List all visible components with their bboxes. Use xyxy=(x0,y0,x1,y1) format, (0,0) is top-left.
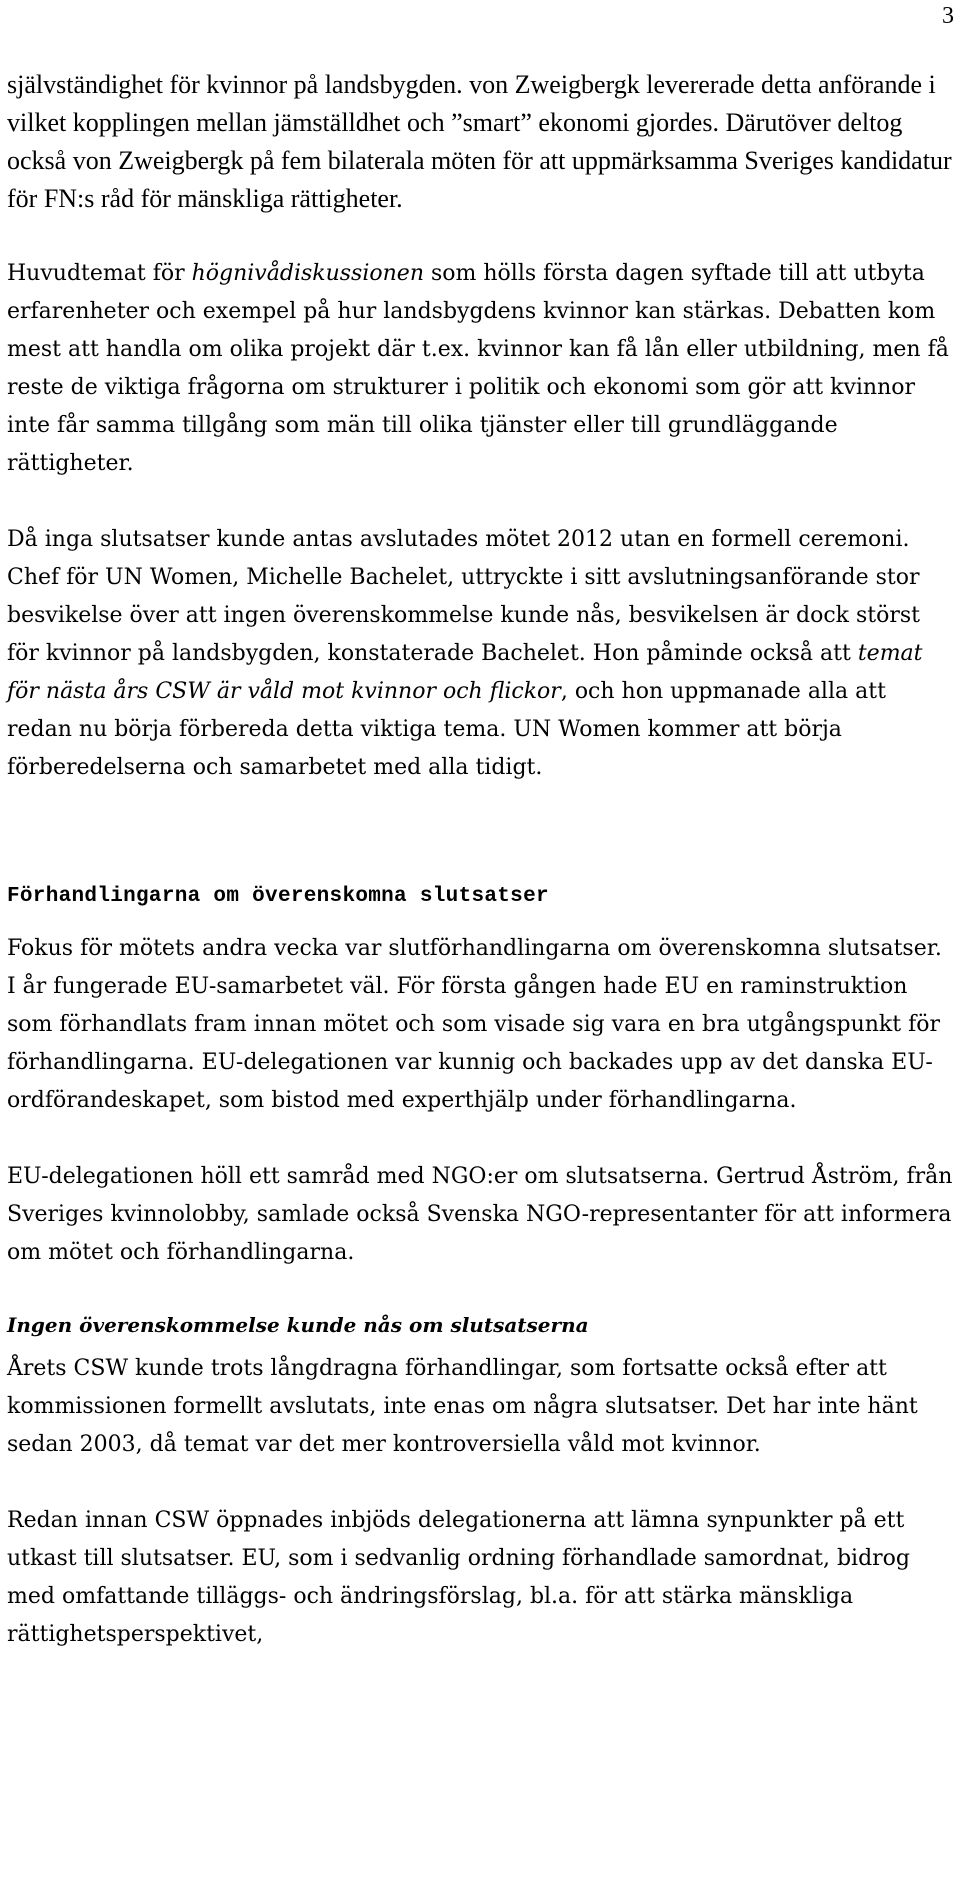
paragraph-3 xyxy=(7,521,955,787)
paragraph-2-text-a: Huvudtemat för xyxy=(7,261,192,286)
paragraph-3-text-a: Då inga slutsatser kunde antas avslutades mötet 2012 utan en formell ceremoni. Chef för UN Women, Michelle Bachelet, uttryckte i sitt avslutningsanförande stor besvikelse över att ingen överenskommelse kunde nås, besvikelsen är dock störst för kvinnor på landsbygden, konstaterade Bachelet. Hon påminde också att xyxy=(7,527,921,666)
paragraph-6: Årets CSW kunde trots långdragna förhandlingar, som fortsatte också efter att kommissionen formellt avslutats, inte enas om några slutsatser. Det har inte hänt sedan 2003, då temat var det mer kontroversiella våld mot kvinnor. xyxy=(7,1356,918,1457)
paragraph-2 xyxy=(7,255,955,483)
paragraph-2-text-b: som hölls första dagen syftade till att utbyta erfarenheter och exempel på hur landsbygdens kvinnor kan stärkas. Debatten kom mest att handla om olika projekt där t.ex. kvinnor kan få lån eller utbildning, men få reste de viktiga frågorna om strukturer i politik och ekonomi som gör att kvinnor inte får samma tillgång som män till olika tjänster eller till grundläggande rättigheter. xyxy=(7,261,949,476)
paragraph-1: självständighet för kvinnor på landsbygden. von Zweigbergk levererade detta anförande i vilket kopplingen mellan jämställdhet och ”smart” ekonomi gjordes. Därutöver deltog också von Zweigbergk på fem bilaterala möten för att uppmärksamma Sveriges kandidatur för FN:s råd för mänskliga rättigheter. xyxy=(7,70,952,213)
paragraph-3-text-b: , och hon uppmanade alla att redan nu börja förbereda detta viktiga tema. UN Women kommer att börja förberedelserna och samarbetet med alla tidigt. xyxy=(7,679,886,780)
section-heading-negotiations: Förhandlingarna om överenskomna slutsatser xyxy=(7,885,549,908)
paragraph-4: Fokus för mötets andra vecka var slutförhandlingarna om överenskomna slutsatser. I år fungerade EU-samarbetet väl. För första gången hade EU en raminstruktion som förhandlats fram innan mötet och som visade sig vara en bra utgångspunkt för förhandlingarna. EU-delegationen var kunnig och backades upp av det danska EU-ordförandeskapet, som bistod med experthjälp under förhandlingarna. xyxy=(7,936,942,1113)
section-heading-no-agreement: Ingen överenskommelse kunde nås om slutsatserna xyxy=(7,1313,589,1337)
paragraph-7: Redan innan CSW öppnades inbjöds delegationerna att lämna synpunkter på ett utkast till slutsatser. EU, som i sedvanlig ordning förhandlade samordnat, bidrog med omfattande tilläggs- och ändringsförslag, bl.a. för att stärka mänskliga rättighetsperspektivet, xyxy=(7,1508,910,1647)
paragraph-3-emphasis: temat för nästa års CSW är våld mot kvinnor och flickor xyxy=(7,641,923,704)
paragraph-5: EU-delegationen höll ett samråd med NGO:er om slutsatserna. Gertrud Åström, från Sveriges kvinnolobby, samlade också Svenska NGO-representanter för att informera om mötet och förhandlingarna. xyxy=(7,1164,953,1265)
page-number: 3 xyxy=(942,3,954,29)
paragraph-2-emphasis: högnivådiskussionen xyxy=(191,261,424,286)
document-body xyxy=(7,66,955,1654)
